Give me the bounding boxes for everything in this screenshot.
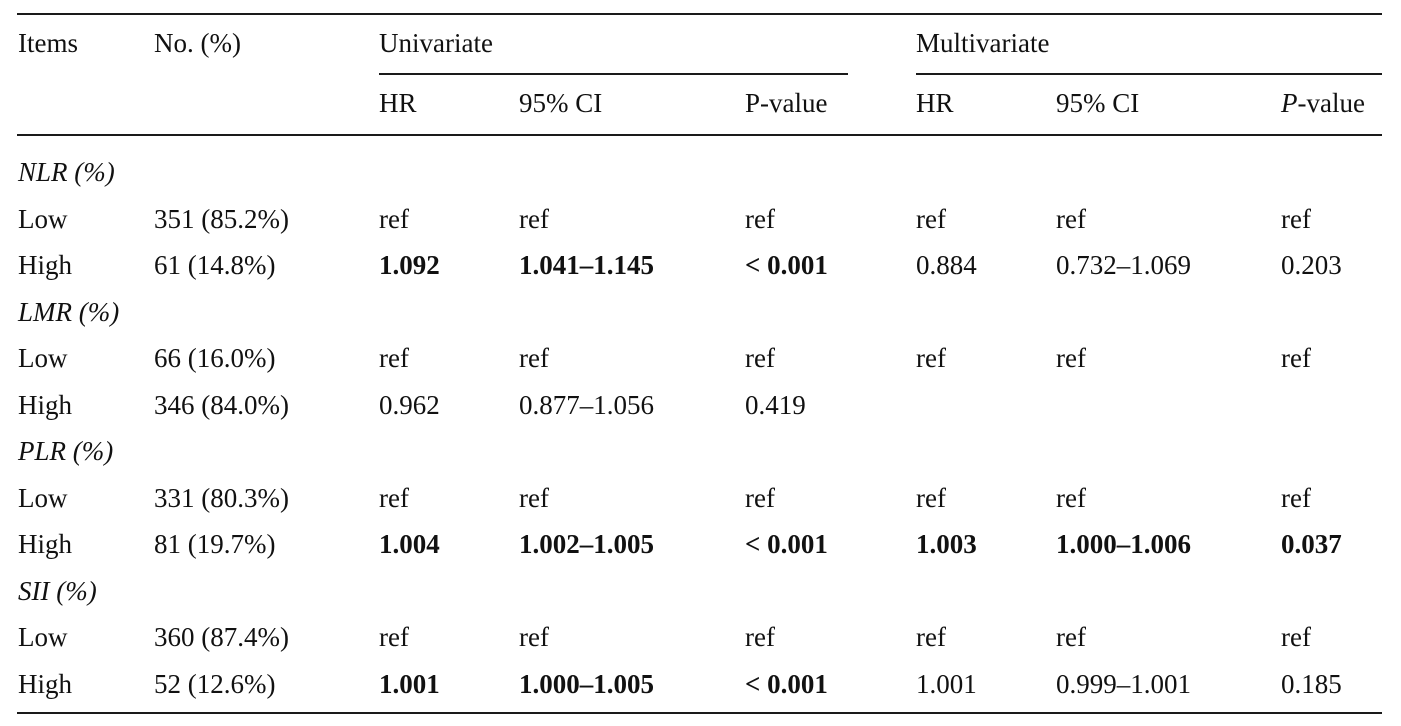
table-cell-low-mci: ref: [1056, 203, 1086, 234]
table-cell-high-mci: 0.999–1.001: [1056, 668, 1191, 699]
header-multi-p-italic: P: [1281, 88, 1298, 118]
top-rule: [17, 13, 1382, 15]
table-cell-high-up: < 0.001: [745, 250, 828, 280]
table-cell-low-n: 360 (87.4%): [154, 622, 289, 652]
table-cell-low-mp: ref: [1281, 343, 1311, 373]
table-cell-high-uci: 1.002–1.005: [519, 529, 654, 559]
table-cell-low-uci: ref: [519, 622, 549, 652]
header-multi-p-rest: -value: [1297, 88, 1365, 118]
table-cell-high-n: 346 (84.0%): [154, 389, 289, 420]
table-cell-low-up: ref: [745, 482, 775, 513]
table-cell-low-mhr: ref: [916, 622, 946, 652]
table-cell-high-label: High: [18, 668, 72, 699]
univariate-span-rule: [379, 73, 848, 75]
table-cell-low-uci: ref: [519, 203, 549, 234]
table-cell-low-n: 331 (80.3%): [154, 482, 289, 513]
table-cell-low-mp: ref: [1281, 203, 1311, 234]
table-cell-low-label: Low: [18, 622, 68, 652]
table-cell-high-uhr: 1.001: [379, 668, 440, 699]
table-cell-high-uhr: 1.092: [379, 250, 440, 280]
table-cell-low-label: Low: [18, 343, 68, 373]
table-cell-low-uhr: ref: [379, 343, 409, 373]
bottom-rule: [17, 712, 1382, 714]
table-cell-low-up: ref: [745, 203, 775, 234]
header-multi-hr: HR: [916, 88, 954, 118]
table-cell-low-n: 66 (16.0%): [154, 343, 276, 373]
header-items: Items: [18, 28, 78, 58]
table-cell-low-up: ref: [745, 343, 775, 373]
table-cell-low-up: ref: [745, 622, 775, 652]
table-cell-high-mhr: 1.001: [916, 668, 977, 699]
group-title: LMR (%): [18, 296, 120, 327]
table-cell-high-label: High: [18, 250, 72, 280]
table-cell-high-n: 61 (14.8%): [154, 250, 276, 280]
table-cell-low-mp: ref: [1281, 622, 1311, 652]
group-title: PLR (%): [18, 436, 114, 466]
header-bottom-rule: [17, 134, 1382, 136]
header-multivariate: Multivariate: [916, 28, 1050, 58]
table-cell-high-mp: 0.037: [1281, 529, 1342, 559]
table-cell-high-up: 0.419: [745, 389, 806, 420]
table-cell-high-n: 52 (12.6%): [154, 668, 276, 699]
table-cell-high-uci: 1.000–1.005: [519, 668, 654, 699]
header-multi-p: [1281, 88, 1365, 118]
table-cell-high-uhr: 1.004: [379, 529, 440, 559]
table-cell-low-label: Low: [18, 203, 68, 234]
header-uni-ci: 95% CI: [519, 88, 603, 118]
table-cell-high-up: < 0.001: [745, 668, 828, 699]
header-multi-ci: 95% CI: [1056, 88, 1140, 118]
table-cell-low-uhr: ref: [379, 482, 409, 513]
header-uni-hr: HR: [379, 88, 417, 118]
header-no-pct: No. (%): [154, 28, 241, 58]
table-cell-low-mci: ref: [1056, 622, 1086, 652]
table-cell-low-mci: ref: [1056, 482, 1086, 513]
table-cell-high-mci: 1.000–1.006: [1056, 529, 1191, 559]
table-cell-low-mhr: ref: [916, 203, 946, 234]
table-cell-high-n: 81 (19.7%): [154, 529, 276, 559]
table-cell-high-uci: 0.877–1.056: [519, 389, 654, 420]
multivariate-span-rule: [916, 73, 1382, 75]
table-cell-high-uhr: 0.962: [379, 389, 440, 420]
table-cell-low-mhr: ref: [916, 482, 946, 513]
table-cell-high-mp: 0.185: [1281, 668, 1342, 699]
header-univariate: Univariate: [379, 28, 493, 58]
table-cell-low-n: 351 (85.2%): [154, 203, 289, 234]
table-cell-high-mhr: 0.884: [916, 250, 977, 280]
table-cell-high-up: < 0.001: [745, 529, 828, 559]
table-cell-low-label: Low: [18, 482, 68, 513]
group-title: SII (%): [18, 575, 97, 606]
table-cell-high-mci: 0.732–1.069: [1056, 250, 1191, 280]
table-cell-low-mhr: ref: [916, 343, 946, 373]
table-cell-high-uci: 1.041–1.145: [519, 250, 654, 280]
table-cell-low-mci: ref: [1056, 343, 1086, 373]
table-cell-low-uhr: ref: [379, 203, 409, 234]
table-cell-low-uci: ref: [519, 482, 549, 513]
table-cell-high-label: High: [18, 389, 72, 420]
table-cell-low-uhr: ref: [379, 622, 409, 652]
table-cell-high-mhr: 1.003: [916, 529, 977, 559]
table-cell-low-uci: ref: [519, 343, 549, 373]
table-cell-low-mp: ref: [1281, 482, 1311, 513]
header-uni-p: P-value: [745, 88, 828, 118]
table-cell-high-label: High: [18, 529, 72, 559]
table-cell-high-mp: 0.203: [1281, 250, 1342, 280]
group-title: NLR (%): [18, 157, 115, 187]
